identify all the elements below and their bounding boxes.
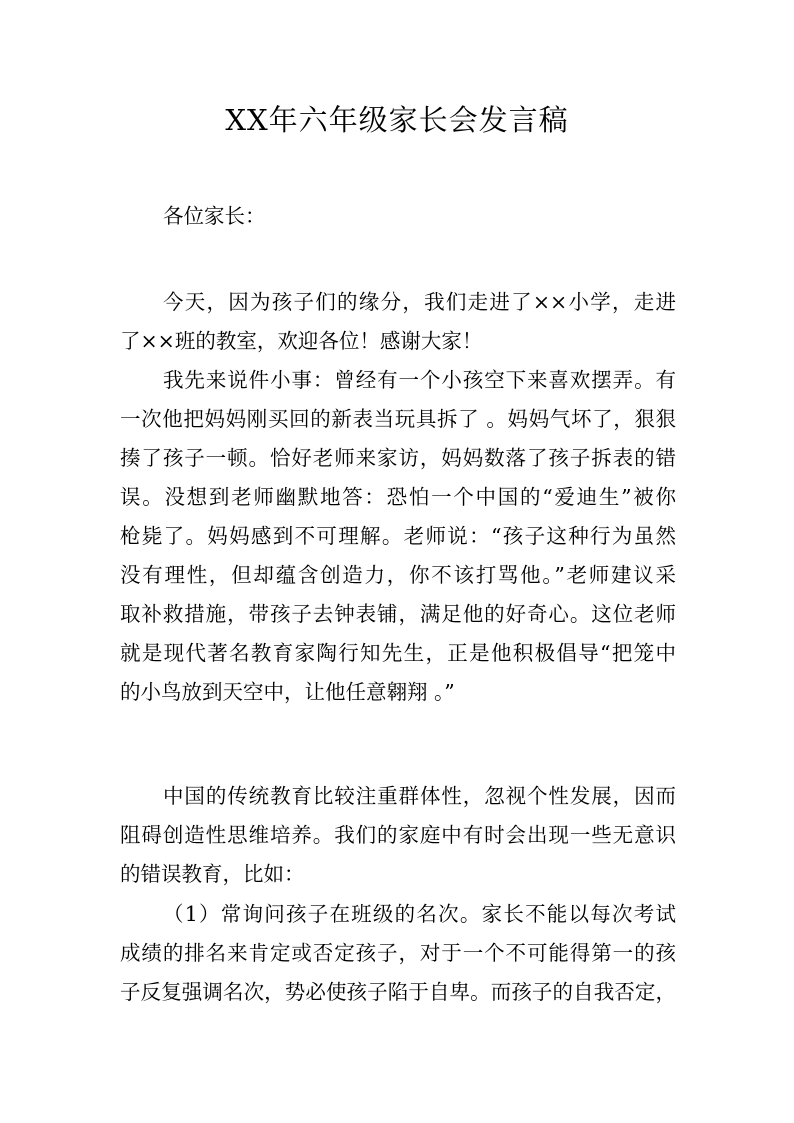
paragraph-line: 误。没想到老师幽默地答：恐怕一个中国的“爱迪生”被你 xyxy=(120,485,676,509)
paragraph-traditional-education xyxy=(120,777,676,894)
paragraph-line: 成绩的排名来肯定或否定孩子，对于一个不可能得第一的孩 xyxy=(120,941,676,965)
paragraph-line: 一次他把妈妈刚买回的新表当玩具拆了 。妈妈气坏了，狠狠 xyxy=(120,407,676,431)
paragraph-line: 中国的传统教育比较注重群体性，忽视个性发展，因而 xyxy=(163,784,676,808)
paragraph-line: 今天，因为孩子们的缘分，我们走进了××小学，走进 xyxy=(163,290,676,314)
paragraph-line: 的错误教育，比如： xyxy=(120,862,305,886)
document-title: XX年六年级家长会发言稿 xyxy=(225,103,569,137)
paragraph-point-1 xyxy=(120,895,676,1012)
paragraph-line: 就是现代著名教育家陶行知先生，正是他积极倡导“把笼中 xyxy=(120,641,676,665)
paragraph-line: 取补救措施，带孩子去钟表铺，满足他的好奇心。这位老师 xyxy=(120,602,676,626)
paragraph-line: 阻碍创造性思维培养。我们的家庭中有时会出现一些无意识 xyxy=(120,823,676,847)
paragraph-line: 了××班的教室，欢迎各位！感谢大家！ xyxy=(120,329,483,353)
paragraph-line: 枪毙了。妈妈感到不可理解。老师说：“孩子这种行为虽然 xyxy=(120,524,676,548)
paragraph-line: 我先来说件小事：曾经有一个小孩空下来喜欢摆弄。有 xyxy=(163,368,676,392)
paragraph-line: 的小鸟放到天空中，让他任意翱翔 。” xyxy=(120,680,455,704)
paragraph-story xyxy=(120,361,676,712)
paragraph-line: 揍了孩子一顿。恰好老师来家访，妈妈数落了孩子拆表的错 xyxy=(120,446,676,470)
paragraph-welcome xyxy=(120,283,676,361)
paragraph-line: 没有理性，但却蕴含创造力，你不该打骂他。”老师建议采 xyxy=(120,563,676,587)
paragraph-line: 子反复强调名次，势必使孩子陷于自卑。而孩子的自我否定， xyxy=(120,980,676,1004)
greeting: 各位家长： xyxy=(163,204,266,228)
paragraph-line: （1）常询问孩子在班级的名次。家长不能以每次考试 xyxy=(163,902,676,926)
